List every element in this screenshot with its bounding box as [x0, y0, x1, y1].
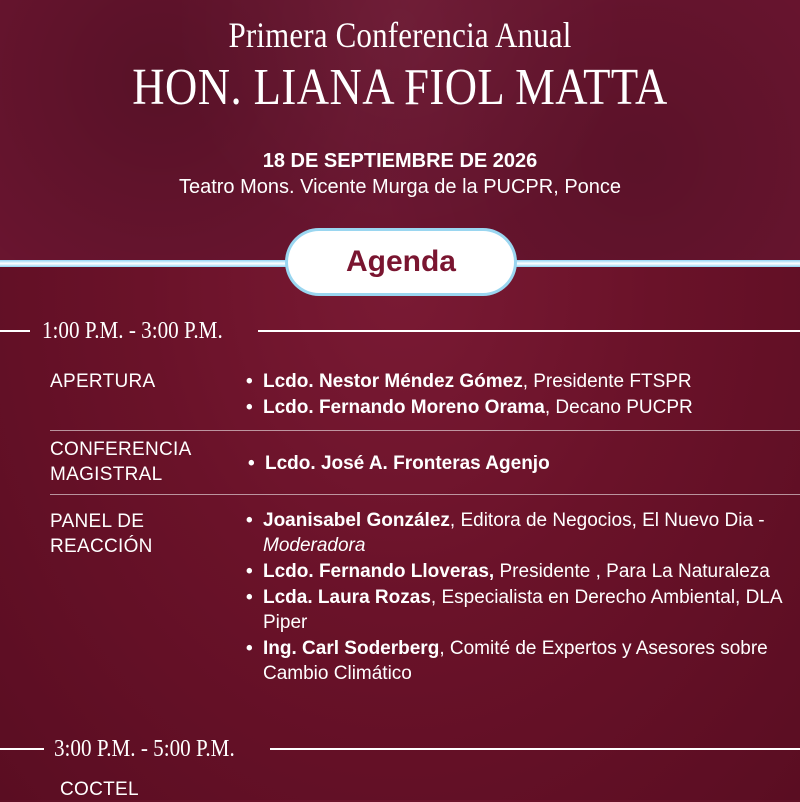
bullet: • [246, 510, 253, 531]
bullet: • [246, 587, 253, 608]
time-rule-left [0, 748, 44, 750]
event-title: HON. LIANA FIOL MATTA [132, 59, 668, 116]
list-item [246, 508, 796, 558]
speaker-name: Lcda. Laura Rozas [263, 587, 431, 608]
bullet: • [246, 397, 253, 418]
section-label-panel [50, 509, 153, 559]
speaker-role: , Especialista en Derecho Ambiental, DLA Piper [263, 587, 782, 633]
section-label-conferencia [50, 437, 192, 487]
speaker-role: Presidente , Para La Naturaleza [494, 561, 770, 582]
bullet: • [246, 371, 253, 392]
section-label-line: REACCIÓN [50, 536, 153, 557]
speaker-name: Joanisabel González [263, 510, 450, 531]
list-item [246, 559, 796, 584]
bullet: • [248, 453, 255, 474]
time-rule-right [258, 330, 800, 332]
speaker-role: , Decano PUCPR [544, 397, 693, 418]
list-item [246, 369, 796, 394]
section-label-coctel: COCTEL [60, 779, 139, 800]
time-rule-left [0, 330, 30, 332]
section-divider [50, 430, 800, 431]
list-item [246, 636, 796, 686]
agenda-heading: Agenda [345, 245, 456, 278]
time-block-2 [0, 736, 800, 760]
list-item [246, 585, 796, 635]
bullet: • [246, 561, 253, 582]
event-subtitle: Primera Conferencia Anual [228, 15, 572, 55]
section-label-line: PANEL DE [50, 511, 145, 532]
apertura-list [246, 369, 796, 421]
speaker-name: Lcdo. José A. Fronteras Agenjo [265, 453, 550, 474]
time-rule-right [270, 748, 800, 750]
speaker-name: Lcdo. Fernando Moreno Orama [263, 397, 545, 418]
time-block-1 [0, 318, 800, 342]
section-divider [50, 494, 800, 495]
list-item [246, 395, 796, 420]
panel-list [246, 508, 796, 687]
event-venue: Teatro Mons. Vicente Murga de la PUCPR, Ponce [178, 176, 622, 198]
speaker-name: Lcdo. Fernando Lloveras, [263, 561, 495, 582]
list-item [248, 451, 798, 476]
bullet: • [246, 638, 253, 659]
time-block-2-label: 3:00 P.M. - 5:00 P.M. [54, 736, 235, 762]
speaker-role: , Comité de Expertos y Asesores sobre Cambio Climático [263, 638, 768, 684]
section-label-line: MAGISTRAL [50, 464, 163, 485]
speaker-role: , Presidente FTSPR [522, 371, 692, 392]
speaker-name: Ing. Carl Soderberg [263, 638, 440, 659]
speaker-role-note: Moderadora [263, 535, 366, 556]
agenda-heading-pill [288, 231, 514, 293]
conferencia-list [248, 451, 798, 477]
event-date: 18 DE SEPTIEMBRE DE 2026 [262, 150, 538, 172]
section-label-line: CONFERENCIA [50, 439, 192, 460]
section-label-apertura: APERTURA [50, 371, 156, 392]
time-block-1-label: 1:00 P.M. - 3:00 P.M. [42, 318, 223, 344]
speaker-name: Lcdo. Nestor Méndez Gómez [263, 371, 523, 392]
speaker-role: , Editora de Negocios, El Nuevo Dia - [449, 510, 765, 531]
